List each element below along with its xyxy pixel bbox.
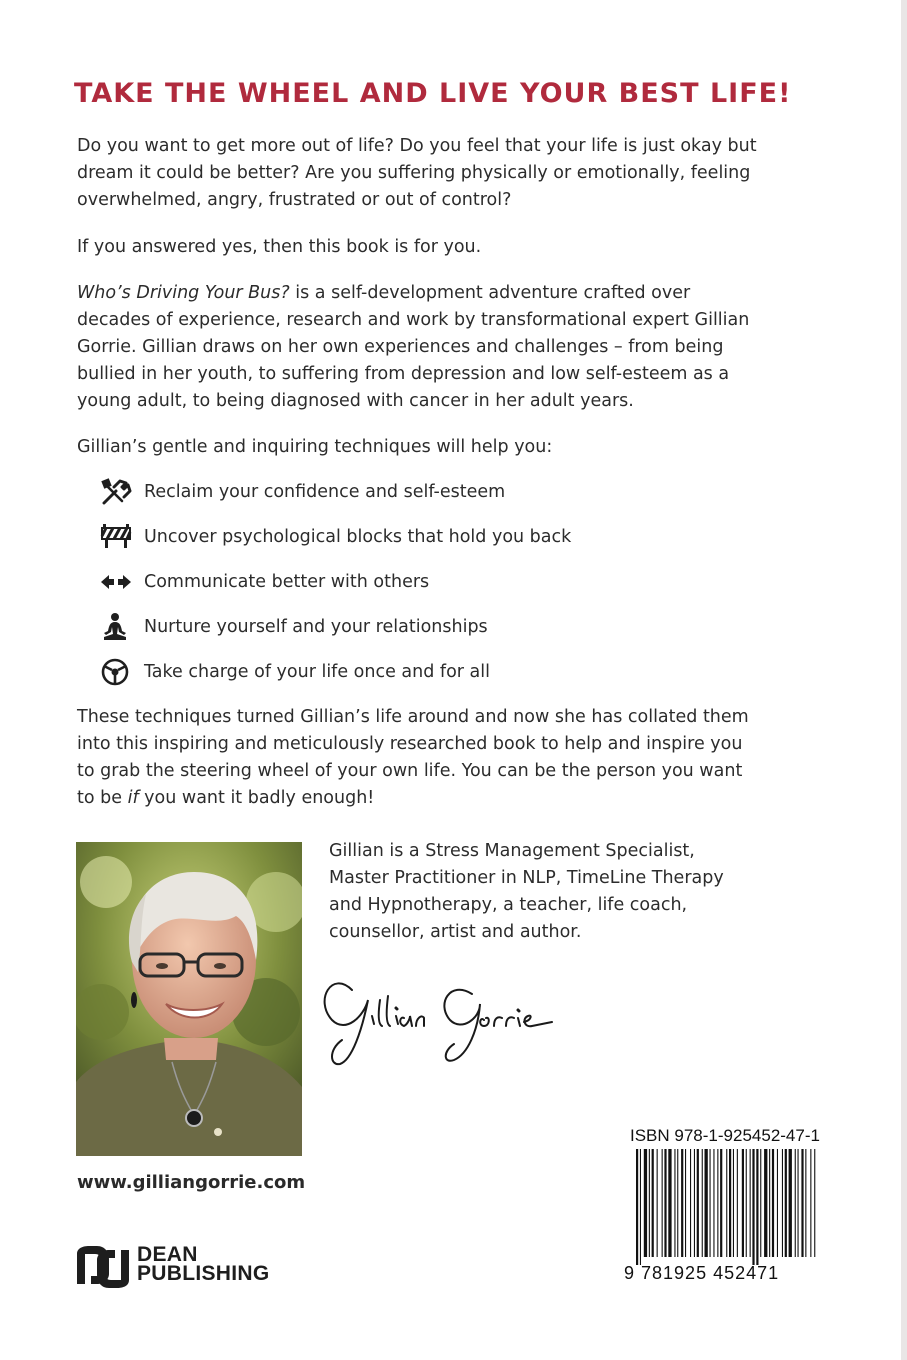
tools-icon <box>100 477 134 507</box>
barcode-bar <box>657 1149 658 1257</box>
barcode-bar <box>717 1149 718 1257</box>
barcode-bar <box>764 1149 767 1257</box>
barcode-bar <box>649 1149 650 1257</box>
barcode-bar <box>705 1149 708 1257</box>
barcode-bar <box>713 1149 714 1257</box>
barcode-bar <box>681 1149 683 1257</box>
closing-paragraph <box>77 704 757 812</box>
list-item-text: Nurture yourself and your relationships <box>144 617 488 637</box>
barcode-bar <box>795 1149 796 1257</box>
barcode-bar <box>652 1149 654 1257</box>
website-link[interactable]: www.gilliangorrie.com <box>77 1172 306 1193</box>
book-title: Who’s Driving Your Bus? <box>77 283 290 303</box>
publisher-mark-icon <box>73 1244 133 1290</box>
intro-paragraph: Do you want to get more out of life? Do you feel that your life is just okay but dream it could be better? Are you suffering physically or emotionally, feeling overwhelmed, angry, frustrated or out of control? <box>77 136 757 210</box>
steering-wheel-icon <box>100 657 134 687</box>
barcode-bar <box>801 1149 803 1257</box>
list-item <box>100 611 488 643</box>
barcode-bar <box>694 1149 695 1257</box>
barcode-bar <box>814 1149 815 1257</box>
description-paragraph <box>77 280 757 415</box>
publisher-line-2: PUBLISHING <box>137 1262 270 1285</box>
answer-line: If you answered yes, then this book is for you. <box>77 237 482 257</box>
barcode-bar <box>737 1149 738 1257</box>
barcode-bar <box>729 1149 731 1257</box>
barcode-bar <box>685 1149 686 1257</box>
barcode-bar <box>690 1149 691 1257</box>
list-item-text: Uncover psychological blocks that hold you back <box>144 527 572 547</box>
barcode-bar <box>798 1149 799 1257</box>
author-photo <box>76 842 302 1156</box>
barcode-bar <box>772 1149 774 1257</box>
barcode-bar <box>710 1149 711 1257</box>
barcode-bar <box>674 1149 675 1257</box>
list-item-text: Communicate better with others <box>144 572 430 592</box>
barcode-bar <box>640 1149 641 1265</box>
barcode-bar <box>742 1149 744 1257</box>
list-item <box>100 476 505 508</box>
barcode-bar <box>720 1149 722 1257</box>
barcode-bar <box>760 1149 761 1257</box>
barcode-bar <box>702 1149 703 1257</box>
barcode-bar <box>697 1149 699 1257</box>
publisher-name <box>137 1245 270 1283</box>
closing-text-end: you want it badly enough! <box>138 788 375 808</box>
barcode-bar <box>756 1149 758 1265</box>
barcode-bar <box>777 1149 778 1257</box>
list-item <box>100 566 429 598</box>
list-item <box>100 521 571 553</box>
barcode-bar <box>668 1149 671 1257</box>
headline: TAKE THE WHEEL AND LIVE YOUR BEST LIFE! <box>74 78 792 109</box>
barcode-bar <box>726 1149 727 1257</box>
barcode-bar <box>636 1149 638 1265</box>
closing-emphasis: if <box>127 788 139 808</box>
techniques-intro: Gillian’s gentle and inquiring techniques will help you: <box>77 437 553 457</box>
roadblock-icon <box>100 522 134 552</box>
barcode-bar <box>752 1149 754 1265</box>
closing-text: These techniques turned Gillian’s life around and now she has collated them into this inspiring and meticulously researched book to help and inspire you to grab the steering wheel of your own life. You can be the person you want to be <box>77 707 749 808</box>
isbn-barcode-block <box>622 1123 827 1289</box>
arrows-icon <box>100 567 134 597</box>
description-text: is a self-development adventure crafted over decades of experience, research and work by transformational expert Gillian Gorrie. Gillian draws on her own experiences and challenges – from being bullied in her youth, to suffering from depression and low self-esteem as a young adult, to being diagnosed with cancer in her adult years. <box>77 283 750 411</box>
barcode-bar <box>810 1149 811 1257</box>
barcode-bar <box>746 1149 747 1257</box>
barcode-bar <box>769 1149 770 1257</box>
barcode-bar <box>782 1149 783 1257</box>
isbn-label: ISBN 978-1-925452-47-1 <box>630 1126 820 1145</box>
list-item <box>100 656 490 688</box>
barcode-bar <box>644 1149 647 1257</box>
list-item-text: Reclaim your confidence and self-esteem <box>144 482 506 502</box>
barcode-number: 9 781925 452471 <box>624 1263 780 1283</box>
meditation-icon <box>100 612 134 642</box>
barcode-bar <box>785 1149 787 1257</box>
barcode-bar <box>662 1149 663 1257</box>
list-item-text: Take charge of your life once and for all <box>144 662 490 682</box>
author-bio: Gillian is a Stress Management Specialist, Master Practitioner in NLP, TimeLine Therapy and Hypnotherapy, a teacher, life coach, counsellor, artist and author. <box>329 841 724 942</box>
barcode-bar <box>664 1149 666 1257</box>
barcode-image <box>632 1149 820 1265</box>
barcode-bar <box>677 1149 678 1257</box>
cover-edge <box>901 0 907 1360</box>
author-signature <box>312 960 574 1070</box>
barcode-bar <box>750 1149 751 1257</box>
barcode-bar <box>789 1149 792 1257</box>
barcode-bar <box>805 1149 806 1257</box>
barcode-bar <box>733 1149 734 1257</box>
publisher-line-1: DEAN <box>137 1243 198 1266</box>
